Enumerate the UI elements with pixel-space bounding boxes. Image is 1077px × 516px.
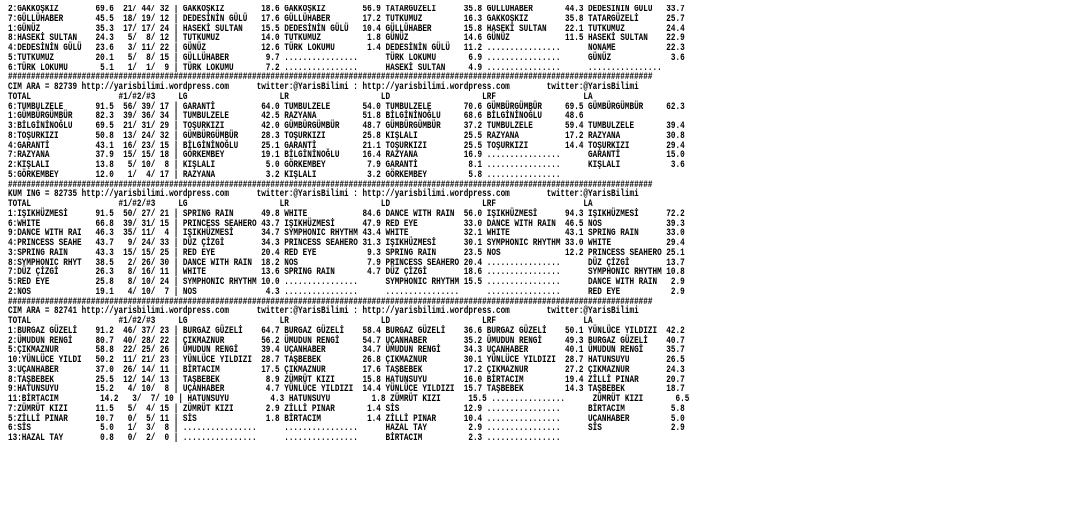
text-line: 6:TUMBULZELE 91.5 56/ 39/ 17 | GARANTİ 64.0 TUMBULZELE 54.0 TUMBULZELE 70.6 GÜMBÜRGÜMBÜR 69.5 GÜMBÜRGÜMBÜR 62.3 xyxy=(8,101,685,113)
text-line: 2:KIŞLALI 13.8 5/ 10/ 8 | KIŞLALI 5.0 GÖRKEMBEY 7.9 GARANTİ 8.1 ................ KIŞLALI 3.6 xyxy=(8,160,685,171)
text-line: 7:RAZYANA 37.9 15/ 15/ 18 | GÖRKEMBEY 19.1 BİLGİNİNOĞLU 16.4 RAZYANA 16.9 ................ GARANTİ 15.0 xyxy=(8,150,685,162)
text-line: CIM ARA = 82739 http://yarisbilimi.wordpress.com twitter:@YarisBilimi : http://yarisbilimi.wordpress.com twitter:@YarisBilimi xyxy=(8,82,639,93)
text-line: 7:GÜLLÜHABER 45.5 18/ 19/ 12 | DEDESİNİN GÜLÜ 17.6 GÜLLÜHABER 17.2 TUTKUMUZ 16.3 GAKKOŞKIZ 35.8 TATARGÜZELİ 25.7 xyxy=(8,13,685,25)
text-line: ############################################################################################################################################ xyxy=(8,72,653,84)
text-line: 2:GAKKOŞKIZ 69.6 21/ 44/ 32 | GAKKOŞKIZ 18.6 GAKKOŞKIZ 56.9 TATARGÜZELİ 35.8 GÜLLÜHABER 44.3 DEDESİNİN GÜLÜ 33.7 xyxy=(8,5,685,15)
text-line: 13:HAZAL TAY 0.8 0/ 2/ 0 | ................ ................ BİRTACIM 2.3 ................ xyxy=(8,433,561,444)
text-line: 7:DÜZ ÇİZGİ 26.3 8/ 16/ 11 | WHITE 13.6 SPRING RAIN 4.7 DÜZ ÇİZGİ 18.6 ................ SYMPHONIC RHYTHM 10.8 xyxy=(8,267,685,279)
text-line: 8:SYMPHONIC RHYT 38.5 2/ 26/ 30 | DANCE WITH RAIN 18.2 NOS 7.9 PRINCESS SEAHERO 20.4 ................ DÜZ ÇİZGİ 13.7 xyxy=(8,257,685,269)
text-line: 5:ÇIKMAZNUR 58.8 22/ 25/ 26 | ÜMUDUN RENGİ 39.4 UÇANHABER 34.7 ÜMUDUN RENGİ 34.3 UÇANHABER 40.1 ÜMUDUN RENGİ 35.7 xyxy=(8,345,685,357)
text-line: 5:RED EYE 25.8 8/ 10/ 24 | SYMPHONIC RHYTHM 10.0 ................ SYMPHONIC RHYTHM 15.5 ................ DANCE WITH RAIN 2.9 xyxy=(8,277,685,288)
text-line: 9:DANCE WITH RAI 46.3 35/ 11/ 4 | IŞIKHÜZMESİ 34.7 SYMPHONIC RHYTHM 43.4 WHITE 32.1 WHITE 43.1 SPRING RAIN 33.0 xyxy=(8,228,685,240)
text-line: 8:HASEKİ SULTAN 24.3 5/ 8/ 12 | TUTKUMUZ 14.0 TUTKUMUZ 1.8 GÜNÜZ 14.6 GÜNÜZ 11.5 HASEKİ SULTAN 22.9 xyxy=(8,33,685,45)
text-line: 5:GÖRKEMBEY 12.0 1/ 4/ 17 | RAZYANA 3.2 KIŞLALI 3.2 GÖRKEMBEY 5.8 ................ xyxy=(8,169,561,181)
race-stats-document xyxy=(8,5,1077,516)
text-line: 1:GÜMBÜRGÜMBÜR 82.3 39/ 36/ 34 | TUMBULZELE 42.5 RAZYANA 51.8 BİLGİNİNOĞLU 68.6 BİLGİNİNOĞLU 48.6 xyxy=(8,111,584,123)
text-line: TOTAL #1/#2/#3 LG LR LD LRF LA xyxy=(8,91,593,103)
text-line: ############################################################################################################################################ xyxy=(8,179,653,191)
text-line: 3:SPRING RAIN 43.3 15/ 15/ 25 | RED EYE 20.4 RED EYE 9.3 SPRING RAIN 23.5 NOS 12.2 PRINCESS SEAHERO 25.1 xyxy=(8,247,685,259)
text-line: 11:BİRTACIM 14.2 3/ 7/ 10 | HATUNSUYU 4.3 HATUNSUYU 1.8 ZÜMRÜT KIZI 15.5 ................ ZÜMRÜT KIZI 6.5 xyxy=(8,394,690,405)
text-line: TOTAL #1/#2/#3 LG LR LD LRF LA xyxy=(8,316,593,327)
text-line: 6:WHITE 66.8 39/ 31/ 15 | PRINCESS SEAHERO 43.7 IŞIKHÜZMESİ 47.9 RED EYE 33.0 DANCE WITH RAIN 46.5 NOS 39.3 xyxy=(8,218,685,230)
text-line: KUM ING = 82735 http://yarisbilimi.wordpress.com twitter:@YarisBilimi : http://yarisbilimi.wordpress.com twitter:@YarisBilimi xyxy=(8,189,639,201)
text-line: 3:UÇANHABER 37.0 26/ 14/ 11 | BİRTACIM 17.5 ÇIKMAZNUR 17.6 TAŞBEBEK 17.2 ÇIKMAZNUR 27.2 ÇIKMAZNUR 24.3 xyxy=(8,364,685,376)
text-line: 1:BURGAZ GÜZELİ 91.2 46/ 37/ 23 | BURGAZ GÜZELİ 64.7 BURGAZ GÜZELİ 58.4 BURGAZ GÜZELİ 36.6 BURGAZ GÜZELİ 50.1 YÜNLÜCE YILDIZI 42.2 xyxy=(8,325,685,337)
text-line: CIM ARA = 82741 http://yarisbilimi.wordpress.com twitter:@YarisBilimi : http://yarisbilimi.wordpress.com twitter:@YarisBilimi xyxy=(8,306,639,318)
text-line: 6:SİS 5.0 1/ 3/ 8 | ................ ................ HAZAL TAY 2.9 ................ SİS 2.9 xyxy=(8,423,685,435)
text-line: 4:DEDESİNİN GÜLÜ 23.6 3/ 11/ 22 | GÜNÜZ 12.6 TÜRK LOKUMU 1.4 DEDESİNİN GÜLÜ 11.2 ................ NONAME 22.3 xyxy=(8,43,685,54)
text-line: 2:NOS 19.1 4/ 10/ 7 | NOS 4.3 ................ ................ ................ RED EYE 2.9 xyxy=(8,286,685,298)
text-line: ############################################################################################################################################ xyxy=(8,296,653,308)
text-line: 1:GÜNÜZ 35.3 17/ 17/ 24 | HASEKİ SULTAN 15.5 DEDESİNİN GÜLÜ 10.4 GÜLLÜHABER 15.8 HASEKİ SULTAN 22.1 TUTKUMUZ 24.4 xyxy=(8,23,685,35)
text-line: 8:TAŞBEBEK 25.5 12/ 14/ 13 | TAŞBEBEK 8.9 ZÜMRÜT KIZI 15.8 HATUNSUYU 16.0 BİRTACIM 19.4 ZİLLİ PINAR 20.7 xyxy=(8,374,685,386)
text-line: 5:ZİLLİ PINAR 10.7 0/ 5/ 11 | SİS 1.8 BİRTACIM 1.4 ZİLLİ PINAR 10.4 ................ UÇANHABER 5.0 xyxy=(8,413,685,425)
text-line: 2:ÜMUDUN RENGİ 80.7 40/ 28/ 22 | ÇIKMAZNUR 56.2 ÜMUDUN RENGİ 54.7 UÇANHABER 35.2 ÜMUDUN RENGİ 49.3 BURGAZ GÜZELİ 40.7 xyxy=(8,335,685,347)
text-line: 1:IŞIKHÜZMESİ 91.5 50/ 27/ 21 | SPRING RAIN 49.8 WHITE 84.6 DANCE WITH RAIN 56.0 IŞIKHÜZMESİ 94.3 IŞIKHÜZMESİ 72.2 xyxy=(8,208,685,220)
text-line: 3:BİLGİNİNOĞLU 69.5 21/ 31/ 29 | TOŞURKIZI 42.0 GÜMBÜRGÜMBÜR 48.7 GÜMBÜRGÜMBÜR 37.2 TUMBULZELE 59.4 TUMBULZELE 39.4 xyxy=(8,121,685,132)
text-line: 4:GARANTİ 43.1 16/ 23/ 15 | BİLGİNİNOĞLU 25.1 GARANTİ 21.1 TOŞURKIZI 25.5 TOŞURKIZI 14.4 TOŞURKIZI 29.4 xyxy=(8,140,685,152)
text-line: 6:TÜRK LOKUMU 5.1 1/ 1/ 9 | TÜRK LOKUMU 7.2 ................ HASEKİ SULTAN 4.9 ................ ................ xyxy=(8,62,662,74)
text-line: 9:HATUNSUYU 15.2 4/ 10/ 8 | UÇANHABER 4.7 YÜNLÜCE YILDIZI 14.4 YÜNLÜCE YILDIZI 15.7 TAŞBEBEK 14.3 TAŞBEBEK 18.7 xyxy=(8,384,685,396)
text-line: 8:TOŞURKIZI 50.8 13/ 24/ 32 | GÜMBÜRGÜMBÜR 28.3 TOŞURKIZI 25.8 KIŞLALI 25.5 RAZYANA 17.2 RAZYANA 30.8 xyxy=(8,130,685,142)
text-line: 7:ZÜMRÜT KIZI 11.5 5/ 4/ 15 | ZÜMRÜT KIZI 2.9 ZİLLİ PINAR 1.4 SİS 12.9 ................ BİRTACIM 5.8 xyxy=(8,403,685,415)
text-line: 4:PRINCESS SEAHE 43.7 9/ 24/ 33 | DÜZ ÇİZGİ 34.3 PRINCESS SEAHERO 31.3 IŞIKHÜZMESİ 30.1 SYMPHONIC RHYTHM 33.0 WHITE 29.4 xyxy=(8,238,685,249)
text-line: 5:TUTKUMUZ 20.1 5/ 8/ 15 | GÜLLÜHABER 9.7 ................ TÜRK LOKUMU 6.9 ................ GÜNÜZ 3.6 xyxy=(8,52,685,64)
text-line: 10:YÜNLÜCE YILDI 50.2 11/ 21/ 23 | YÜNLÜCE YILDIZI 28.7 TAŞBEBEK 26.8 ÇIKMAZNUR 30.1 YÜNLÜCE YILDIZI 28.7 HATUNSUYU 26.5 xyxy=(8,355,685,366)
text-line: TOTAL #1/#2/#3 LG LR LD LRF LA xyxy=(8,199,593,210)
